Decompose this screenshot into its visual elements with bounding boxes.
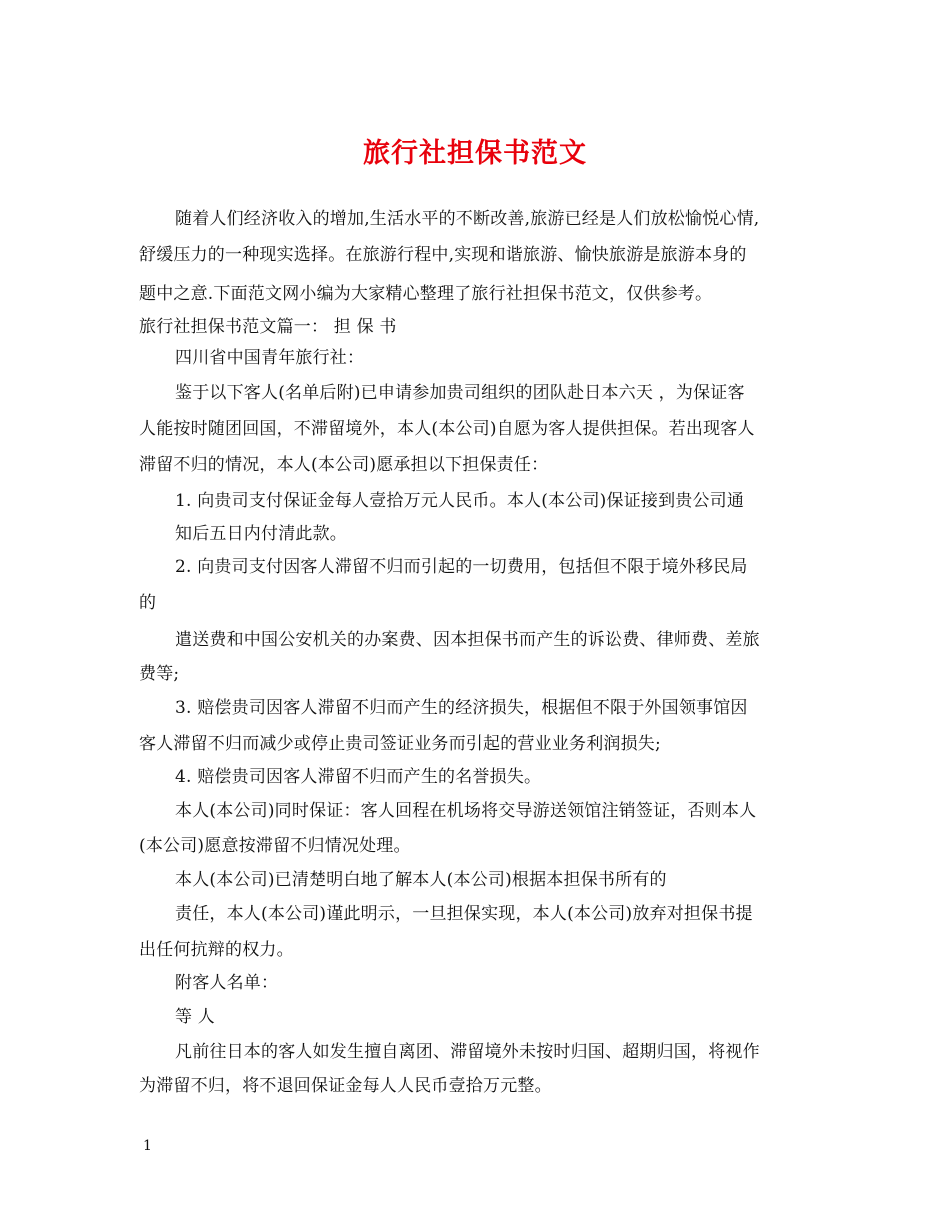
list-item-continuation: 遣送费和中国公安机关的办案费、因本担保书而产生的诉讼费、律师费、差旅 (175, 630, 760, 650)
paragraph-line: (本公司)愿意按滞留不归情况处理。 (139, 836, 411, 856)
list-item: 2. 向贵司支付因客人滞留不归而引起的一切费用，包括但不限于境外移民局 (175, 557, 748, 577)
paragraph-line: 责任，本人(本公司)谨此明示，一旦担保实现，本人(本公司)放弃对担保书提 (175, 904, 753, 924)
paragraph-line: 本人(本公司)已清楚明白地了解本人(本公司)根据本担保书所有的 (175, 870, 667, 890)
paragraph-line: 鉴于以下客人(名单后附)已申请参加贵司组织的团队赴日本六天 ，为保证客 (175, 383, 745, 403)
page-number: 1 (143, 1138, 152, 1154)
paragraph-line: 题中之意.下面范文网小编为大家精心整理了旅行社担保书范文，仅供参考。 (139, 284, 713, 304)
section-heading: 旅行社担保书范文篇一： 担 保 书 (139, 317, 397, 337)
paragraph-line: 滞留不归的情况，本人(本公司)愿承担以下担保责任： (139, 455, 549, 475)
list-item-continuation: 的 (139, 593, 157, 613)
guest-list-label: 附客人名单： (175, 973, 279, 993)
addressee: 四川省中国青年旅行社： (175, 348, 365, 368)
paragraph-line: 为滞留不归，将不退回保证金每人人民币壹拾万元整。 (139, 1076, 552, 1096)
paragraph-line: 凡前往日本的客人如发生擅自离团、滞留境外未按时归国、超期归国，将视作 (175, 1042, 760, 1062)
guest-list-count: 等 人 (175, 1007, 216, 1027)
list-item-continuation: 费等; (139, 664, 180, 684)
document-title: 旅行社担保书范文 (363, 138, 587, 169)
list-item: 1. 向贵司支付保证金每人壹拾万元人民币。本人(本公司)保证接到贵公司通 (175, 491, 745, 511)
list-item: 3. 赔偿贵司因客人滞留不归而产生的经济损失，根据但不限于外国领事馆因 (175, 698, 748, 718)
paragraph-line: 人能按时随团回国，不滞留境外，本人(本公司)自愿为客人提供担保。若出现客人 (139, 419, 755, 439)
paragraph-line: 本人(本公司)同时保证：客人回程在机场将交导游送领馆注销签证，否则本人 (175, 801, 757, 821)
list-item-continuation: 客人滞留不归而减少或停止贵司签证业务而引起的营业业务利润损失; (139, 734, 661, 754)
list-item-continuation: 知后五日内付清此款。 (175, 524, 347, 544)
paragraph-line: 舒缓压力的一种现实选择。在旅游行程中,实现和谐旅游、愉快旅游是旅游本身的 (139, 245, 747, 265)
paragraph-line: 随着人们经济收入的增加,生活水平的不断改善,旅游已经是人们放松愉悦心情, (175, 209, 760, 229)
list-item: 4. 赔偿贵司因客人滞留不归而产生的名誉损失。 (175, 767, 542, 787)
paragraph-line: 出任何抗辩的权力。 (139, 940, 294, 960)
